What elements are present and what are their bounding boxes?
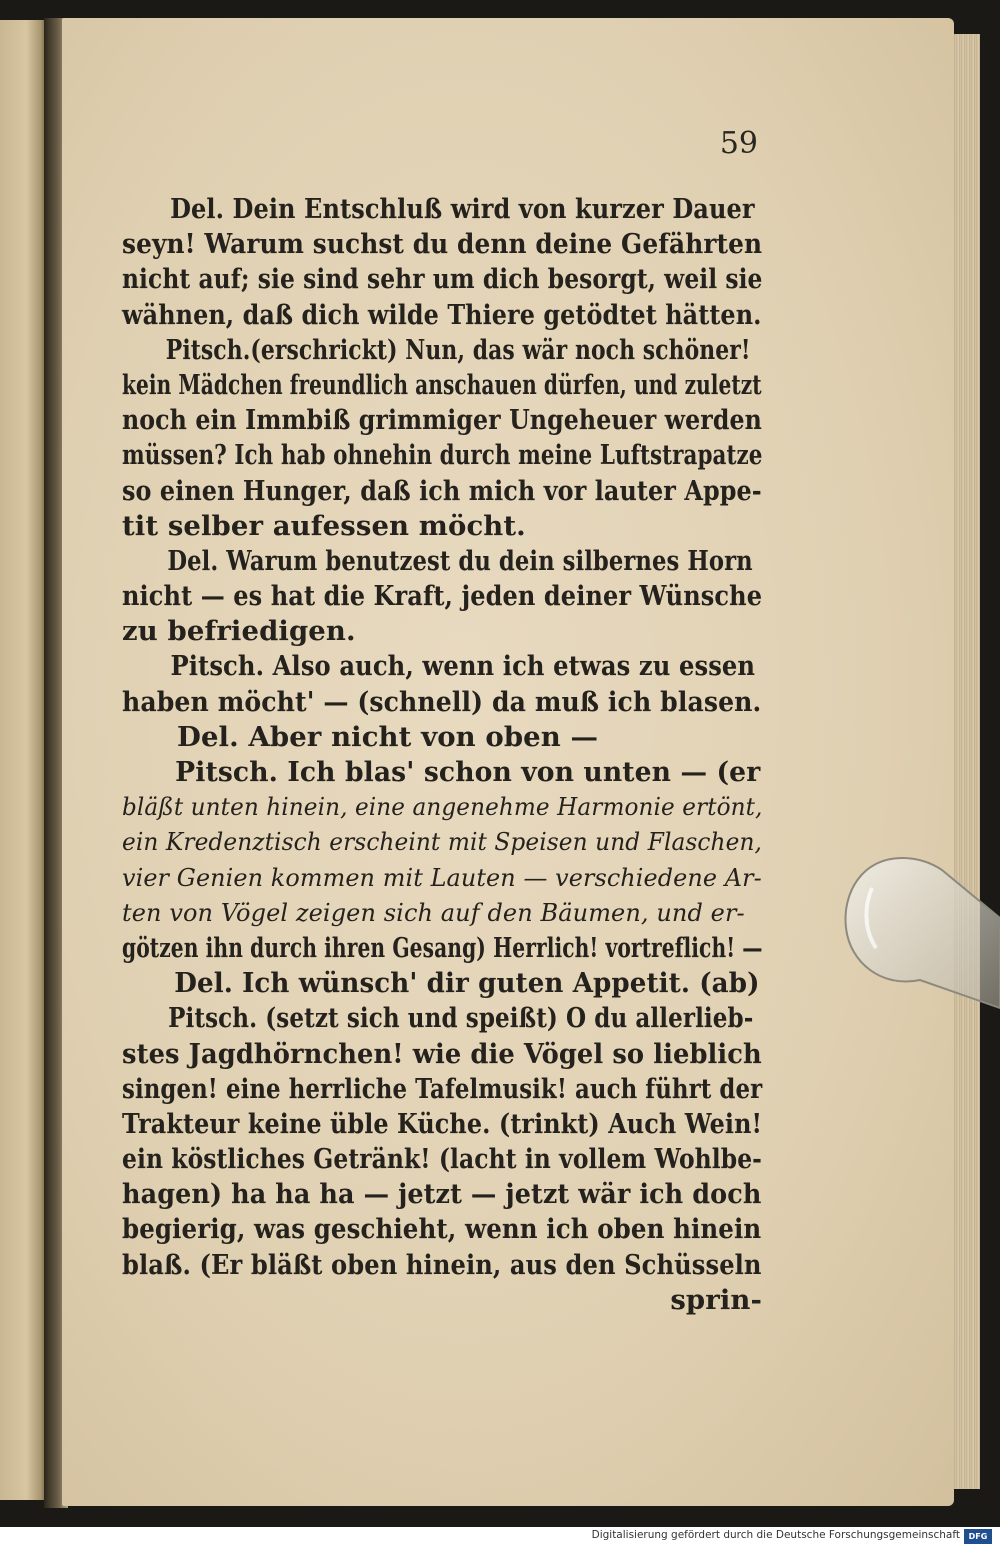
text-line: müssen? Ich hab ohnehin durch meine Luftstrapatze bbox=[122, 439, 763, 472]
text-line: Trakteur keine üble Küche. (trinkt) Auch Wein! bbox=[122, 1107, 763, 1140]
text-line: Del. Ich wünsch' dir guten Appetit. (ab) bbox=[174, 967, 760, 1000]
text-line: götzen ihn durch ihren Gesang) Herrlich! vortreflich! — bbox=[122, 931, 763, 964]
text-line: Del. Dein Entschluß wird von kurzer Dauer bbox=[170, 193, 755, 225]
text-line: wähnen, daß dich wilde Thiere getödtet hätten. bbox=[122, 298, 762, 331]
text-line: zu befriedigen. bbox=[122, 615, 356, 648]
text-line: nicht — es hat die Kraft, jeden deiner Wünsche bbox=[122, 580, 763, 613]
dfg-logo-icon: DFG bbox=[964, 1529, 992, 1544]
text-line: sprin- bbox=[670, 1283, 762, 1316]
text-line: ten von Vögel zeigen sich auf den Bäumen, und er- bbox=[122, 898, 745, 927]
text-line: Pitsch. (setzt sich und speißt) O du allerlieb- bbox=[168, 1002, 754, 1035]
text-line: ein Kredenztisch erscheint mit Speisen und Flaschen, bbox=[122, 828, 762, 857]
text-line: singen! eine herrliche Tafelmusik! auch führt der bbox=[122, 1072, 763, 1105]
text-line: Pitsch. Also auch, wenn ich etwas zu essen bbox=[170, 650, 756, 683]
text-line: Del. Aber nicht von oben — bbox=[177, 720, 599, 753]
text-line: nicht auf; sie sind sehr um dich besorgt, weil sie bbox=[122, 263, 763, 296]
text-line: kein Mädchen freundlich anschauen dürfen, und zuletzt bbox=[122, 368, 762, 401]
footer-credit: Digitalisierung gefördert durch die Deutsche Forschungsgemeinschaft bbox=[591, 1529, 960, 1541]
text-line: Pitsch.(erschrickt) Nun, das wär noch schöner! bbox=[165, 333, 751, 366]
text-line: stes Jagdhörnchen! wie die Vögel so lieblich bbox=[122, 1037, 762, 1070]
text-line: hagen) ha ha ha — jetzt — jetzt wär ich doch bbox=[122, 1178, 762, 1211]
text-line: vier Genien kommen mit Lauten — verschiedene Ar- bbox=[122, 863, 762, 892]
text-line: blaß. (Er bläßt oben hinein, aus den Schüsseln bbox=[122, 1248, 762, 1281]
text-line: so einen Hunger, daß ich mich vor lauter Appe- bbox=[122, 474, 762, 507]
text-line: begierig, was geschieht, wenn ich oben hinein bbox=[122, 1213, 762, 1246]
footer-bar bbox=[0, 1527, 1000, 1546]
text-line: ein köstliches Getränk! (lacht in vollem Wohlbe- bbox=[122, 1143, 762, 1176]
magnifier-lens-icon bbox=[842, 848, 1000, 1018]
text-line: seyn! Warum suchst du denn deine Gefährten bbox=[122, 228, 763, 261]
previous-page-edge bbox=[0, 20, 48, 1500]
text-line: Pitsch. Ich blas' schon von unten — (er bbox=[175, 756, 761, 788]
text-line: tit selber aufessen möcht. bbox=[122, 509, 526, 542]
text-line: noch ein Immbiß grimmiger Ungeheuer werden bbox=[122, 404, 762, 437]
text-line: Del. Warum benutzest du dein silbernes Horn bbox=[167, 544, 753, 577]
text-line: haben möcht' — (schnell) da muß ich blasen. bbox=[122, 685, 762, 718]
text-line: bläßt unten hinein, eine angenehme Harmonie ertönt, bbox=[122, 793, 763, 822]
page-text bbox=[122, 192, 762, 1318]
page-number: 59 bbox=[719, 126, 758, 161]
